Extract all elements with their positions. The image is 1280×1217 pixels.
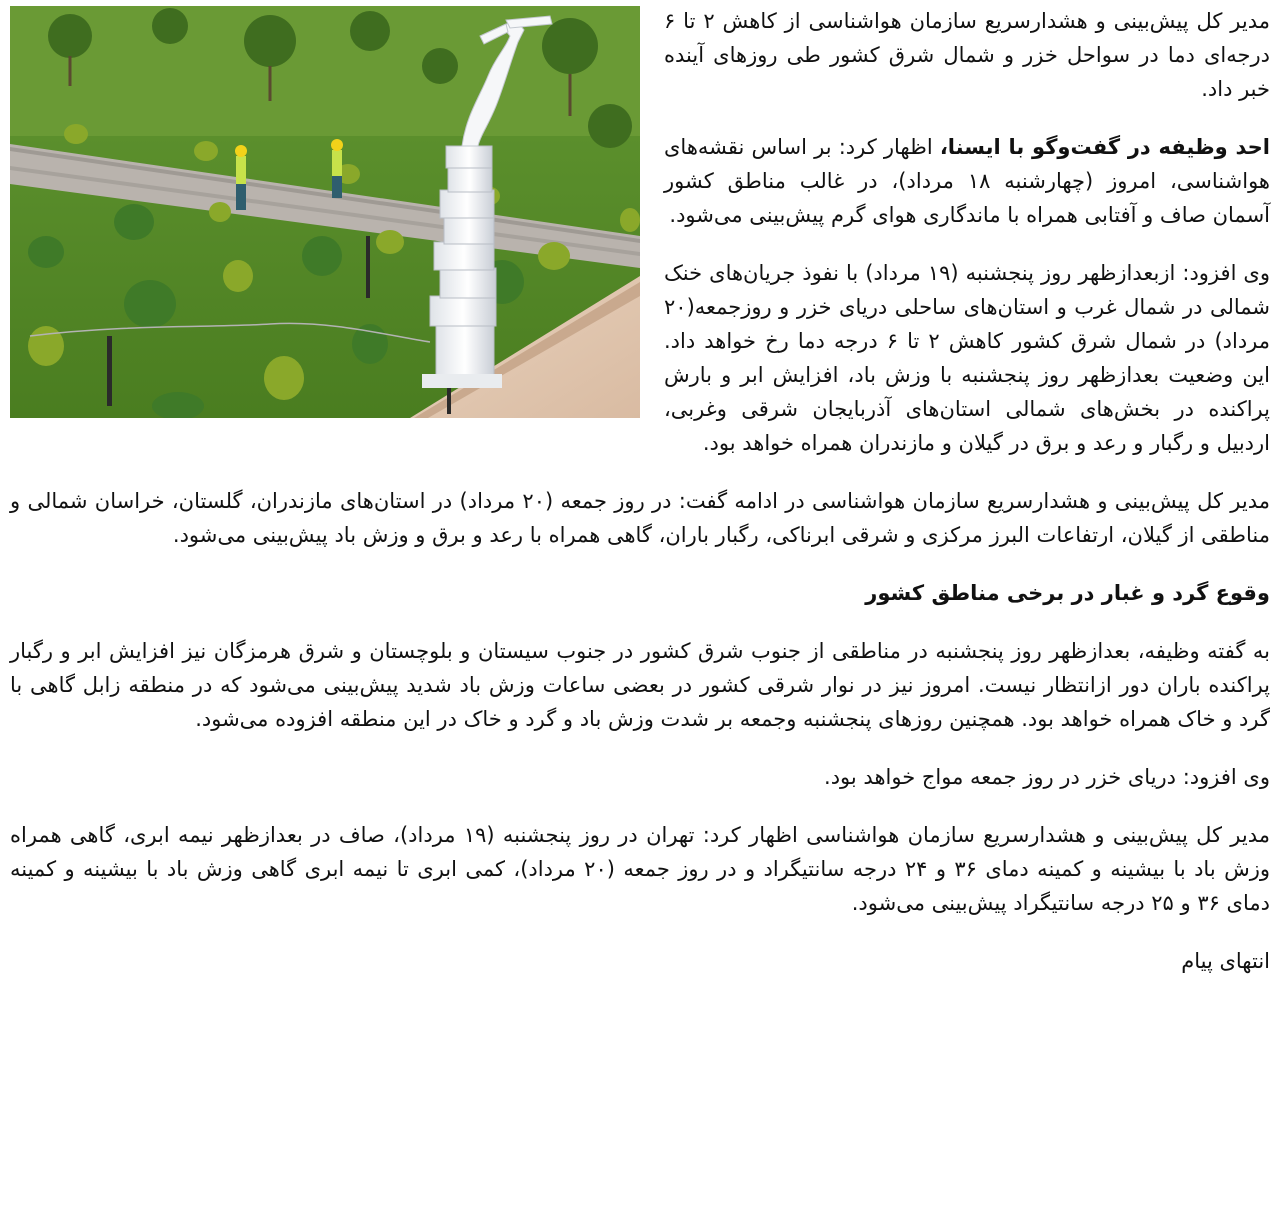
paragraph-7: مدیر کل پیش‌بینی و هشدارسریع سازمان هواشناسی اظهار کرد: تهران در روز پنجشنبه (۱۹ مرداد)، صاف در بعدازظهر نیمه ابری، گاهی همراه وزش باد با بیشینه و کمینه دمای ۳۶ و ۲۴ درجه سانتیگراد و در روز جمعه (۲۰ مرداد)، کمی ابری تا نیمه ابری گاهی وزش باد با بیشینه و کمینه دمای ۳۶ و ۲۵ درجه سانتیگراد پیش‌بینی می‌شود.: [10, 823, 1271, 915]
paragraph-4: مدیر کل پیش‌بینی و هشدارسریع سازمان هواشناسی در ادامه گفت: در روز جمعه (۲۰ مرداد) در استان‌های مازندران، گلستان، خراسان شمالی و مناطقی از گیلان، ارتفاعات البرز مرکزی و شرقی ابرناکی، رگبار باران، گاهی همراه با رعد و برق و وزش باد پیش‌بینی می‌شود.: [10, 489, 1270, 547]
paragraph-2-rest: اظهار کرد: بر اساس نقشه‌های هواشناسی، امروز (چهارشنبه ۱۸ مرداد)، در غالب مناطق کشور آسمان صاف و آفتابی همراه با ماندگاری هوای گرم پیش‌بینی می‌شود.: [664, 135, 1270, 227]
paragraph-2-lead: احد وظیفه در گفت‌وگو با ایسنا،: [939, 135, 1270, 159]
paragraph-5: به گفته وظیفه، بعدازظهر روز پنجشنبه در مناطقی از جنوب شرق کشور در جنوب سیستان و بلوچستان و شرق هرمزگان نیز افزایش ابر و رگبار پراکنده باران دور ازانتظار نیست. امروز نیز در نوار شرقی کشور در بعضی ساعات وزش باد شدید پیش‌بینی می‌شود که در منطقه زابل گاهی با گرد و خاک همراه خواهد بود. همچنین روزهای پنجشنبه وجمعه بر شدت وزش باد و گرد و خاک در این منطقه افزوده می‌شود.: [10, 639, 1270, 731]
photo-illustration: [10, 6, 640, 418]
statue-park-photo: [10, 6, 640, 418]
paragraph-6: وی افزود: دریای خزر در روز جمعه مواج خواهد بود.: [824, 765, 1270, 789]
end-of-message: انتهای پیام: [1181, 949, 1270, 973]
paragraph-1: مدیر کل پیش‌بینی و هشدارسریع سازمان هواشناسی از کاهش ۲ تا ۶ درجه‌ای دما در سواحل خزر و شمال شرق کشور طی روزهای آینده خبر داد.: [664, 9, 1271, 101]
paragraph-3: وی افزود: ازبعدازظهر روز پنجشنبه (۱۹ مرداد) با نفوذ جریان‌های خنک شمالی در شمال غرب و استان‌های ساحلی دریای خزر و روزجمعه(۲۰ مرداد) در شمال شرق کشور کاهش ۲ تا ۶ درجه دما رخ خواهد داد. این وضعیت بعدازظهر روز پنجشنبه با وزش باد، افزایش ابر و بارش پراکنده در بخش‌های شمالی استان‌های آذربایجان شرقی وغربی، اردبیل و رگبار و رعد و برق در گیلان و مازندران همراه خواهد بود.: [664, 261, 1271, 455]
section-heading: وقوع گرد و غبار در برخی مناطق کشور: [865, 581, 1270, 605]
